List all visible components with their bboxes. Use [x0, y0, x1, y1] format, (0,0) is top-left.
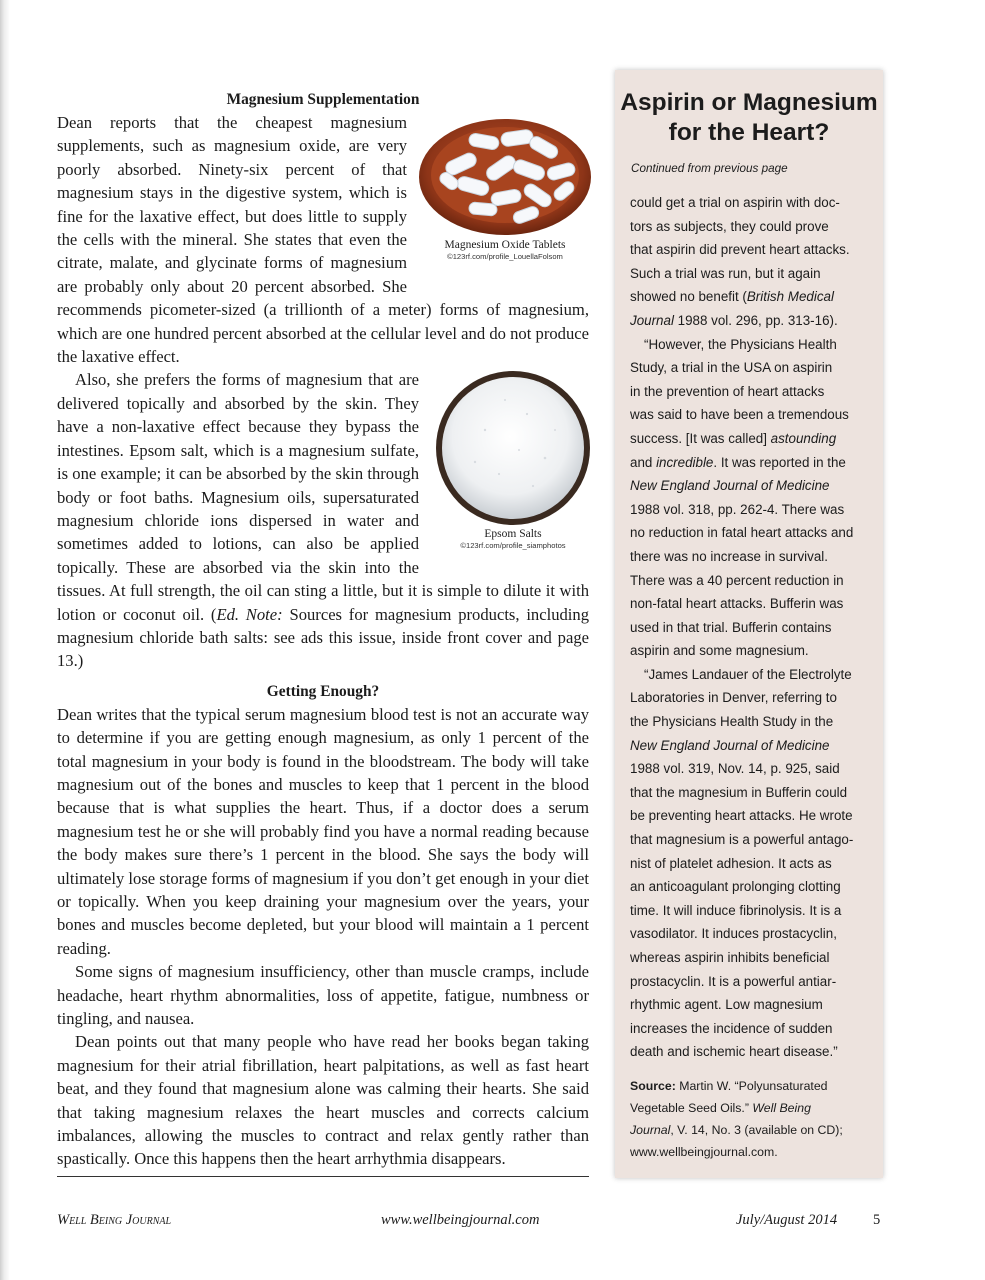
page-edge-shadow: [0, 0, 10, 1280]
photo-credit: ©123rf.com/profile_LouellaFolsom: [447, 252, 563, 261]
section-heading-getting-enough: Getting Enough?: [266, 682, 380, 700]
sidebar-aspirin-or-magnesium: [615, 70, 883, 1178]
paragraph: Some signs of magnesium insufficiency, other than muscle cramps, include headache, heart rhythm abnormalities, loss of appetite, fatigue, numbness or tingling, and nausea.: [57, 962, 589, 1029]
photo-credit: ©123rf.com/profile_siamphotos: [460, 541, 566, 551]
paragraph: Also, she prefers the forms of magnesium that are delivered topically and absorbed by the skin. They have a non-laxative effect because they bypass the intestines. Epsom salt, which is a magnesium sulfate, is one example; it can be absorbed by the skin through body or foot baths. Magnesium oils, supersaturated magnesium chloride ions dispersed in water and sometimes added to lotions, can also be applied topically. These are absorbed via the skin into the tissues. At full strength, the oil can sting a little, but it is simple to dilute it with lotion or coconut oil. (Ed. Note: Sources for magnesium products, including magnesium chloride bath salts: see ads this issue, inside front cover and page 13.): [57, 370, 590, 671]
figure-epsom-salts: [425, 370, 601, 556]
continued-note: Continued from previous page: [631, 162, 788, 175]
figure-caption: Epsom Salts: [484, 528, 542, 541]
paragraph: Dean reports that the cheapest magnesium supplements, such as magnesium oxide, are very poorly absorbed. Ninety-six percent of that magnesium stays in the digestive system, which is fine for the laxative effect, but does little to supply the cells with the mineral. She states that even the citrate, malate, and glycinate forms of magnesium are probably only about 20 percent absorbed. She recommends picometer-sized (a trillionth of a meter) forms of magnesium, which are one hundred percent absorbed at the cellular level and do not produce the laxative effect.: [57, 113, 589, 367]
figure-caption: Magnesium Oxide Tablets: [444, 239, 566, 251]
footer-rule: [57, 1176, 589, 1177]
footer-journal-name: Well Being Journal: [57, 1212, 172, 1228]
paragraph: Dean writes that the typical serum magnesium blood test is not an accurate way to determine if you are getting enough magnesium, as only 1 percent of the total magnesium in your body is found in the bloodstream. The body will take magnesium out of the bones and muscles to keep that 1 percent in the blood because that is what supplies the heart. Thus, if a doctor does a serum magnesium test he or she will probably find you have a normal reading because the body makes sure there’s 1 percent in the blood. She says the body will ultimately lose storage forms of magnesium if you don’t get enough in your diet or topically. When you keep draining your magnesium over the years, your bones and muscles become depleted, but your blood will maintain a 1 percent reading.: [57, 704, 589, 958]
tablets-bowl-image: [417, 113, 593, 237]
section-heading-supplementation: Magnesium Supplementation: [226, 91, 420, 108]
footer-issue-date: July/August 2014: [736, 1212, 838, 1228]
main-column: [57, 88, 589, 1171]
sidebar-title: Aspirin or Magnesium for the Heart?: [620, 89, 878, 146]
footer-url: www.wellbeingjournal.com: [381, 1212, 540, 1228]
sidebar-body: could get a trial on aspirin with doc- tors as subjects, they could prove that aspirin did prevent heart attacks. Such a trial was run, but it again showed no benefit (British Medical Journal 1988 vol. 296, pp. 313-16). “However, the Physicians Health Study, a trial in the USA on aspirin in the prevention of heart attacks was said to have been a tremendous success. [It was called] astounding and incredible. It was reported in the New England Journal of Medicine 1988 vol. 318, pp. 262-4. There was no reduction in fatal heart attacks and there was no increase in survival. There was a 40 percent reduction in non-fatal heart attacks. Bufferin was used in that trial. Bufferin contains aspirin and some magnesium. “James Landauer of the Electrolyte Laboratories in Denver, referring to the Physicians Health Study in the New England Journal of Medicine 1988 vol. 319, Nov. 14, p. 925, said that the magnesium in Bufferin could be preventing heart attacks. He wrote that magnesium is a powerful antago- nist of platelet adhesion. It acts as an anticoagulant prolonging clotting time. It will induce fibrinolysis. It is a vasodilator. It induces prostacyclin, whereas aspirin inhibits beneficial prostacyclin. It is a powerful antiar- rhythmic agent. Low magnesium increases the incidence of sudden death and ischemic heart disease.”: [630, 195, 854, 1060]
epsom-salts-bowl-image: [435, 370, 591, 526]
sidebar-source: Source: Martin W. “Polyunsaturated Vegetable Seed Oils.” Well Being Journal, V. 14, No. 3 (available on CD); www.wellbeingjournal.com.: [630, 1079, 843, 1159]
paragraph: Dean points out that many people who have read her books began taking magnesium for their atrial fibrillation, heart palpitations, as well as fast heart beat, and they found that magnesium alone was calming their hearts. She said that taking magnesium relaxes the heart muscles and corrects calcium imbalances, allowing the muscles to contract and relax gently rather than spastically. Once this happens then the heart arrhythmia disappears.: [57, 1032, 589, 1169]
figure-magnesium-oxide-tablets: [413, 113, 597, 271]
page-number: 5: [873, 1212, 881, 1228]
